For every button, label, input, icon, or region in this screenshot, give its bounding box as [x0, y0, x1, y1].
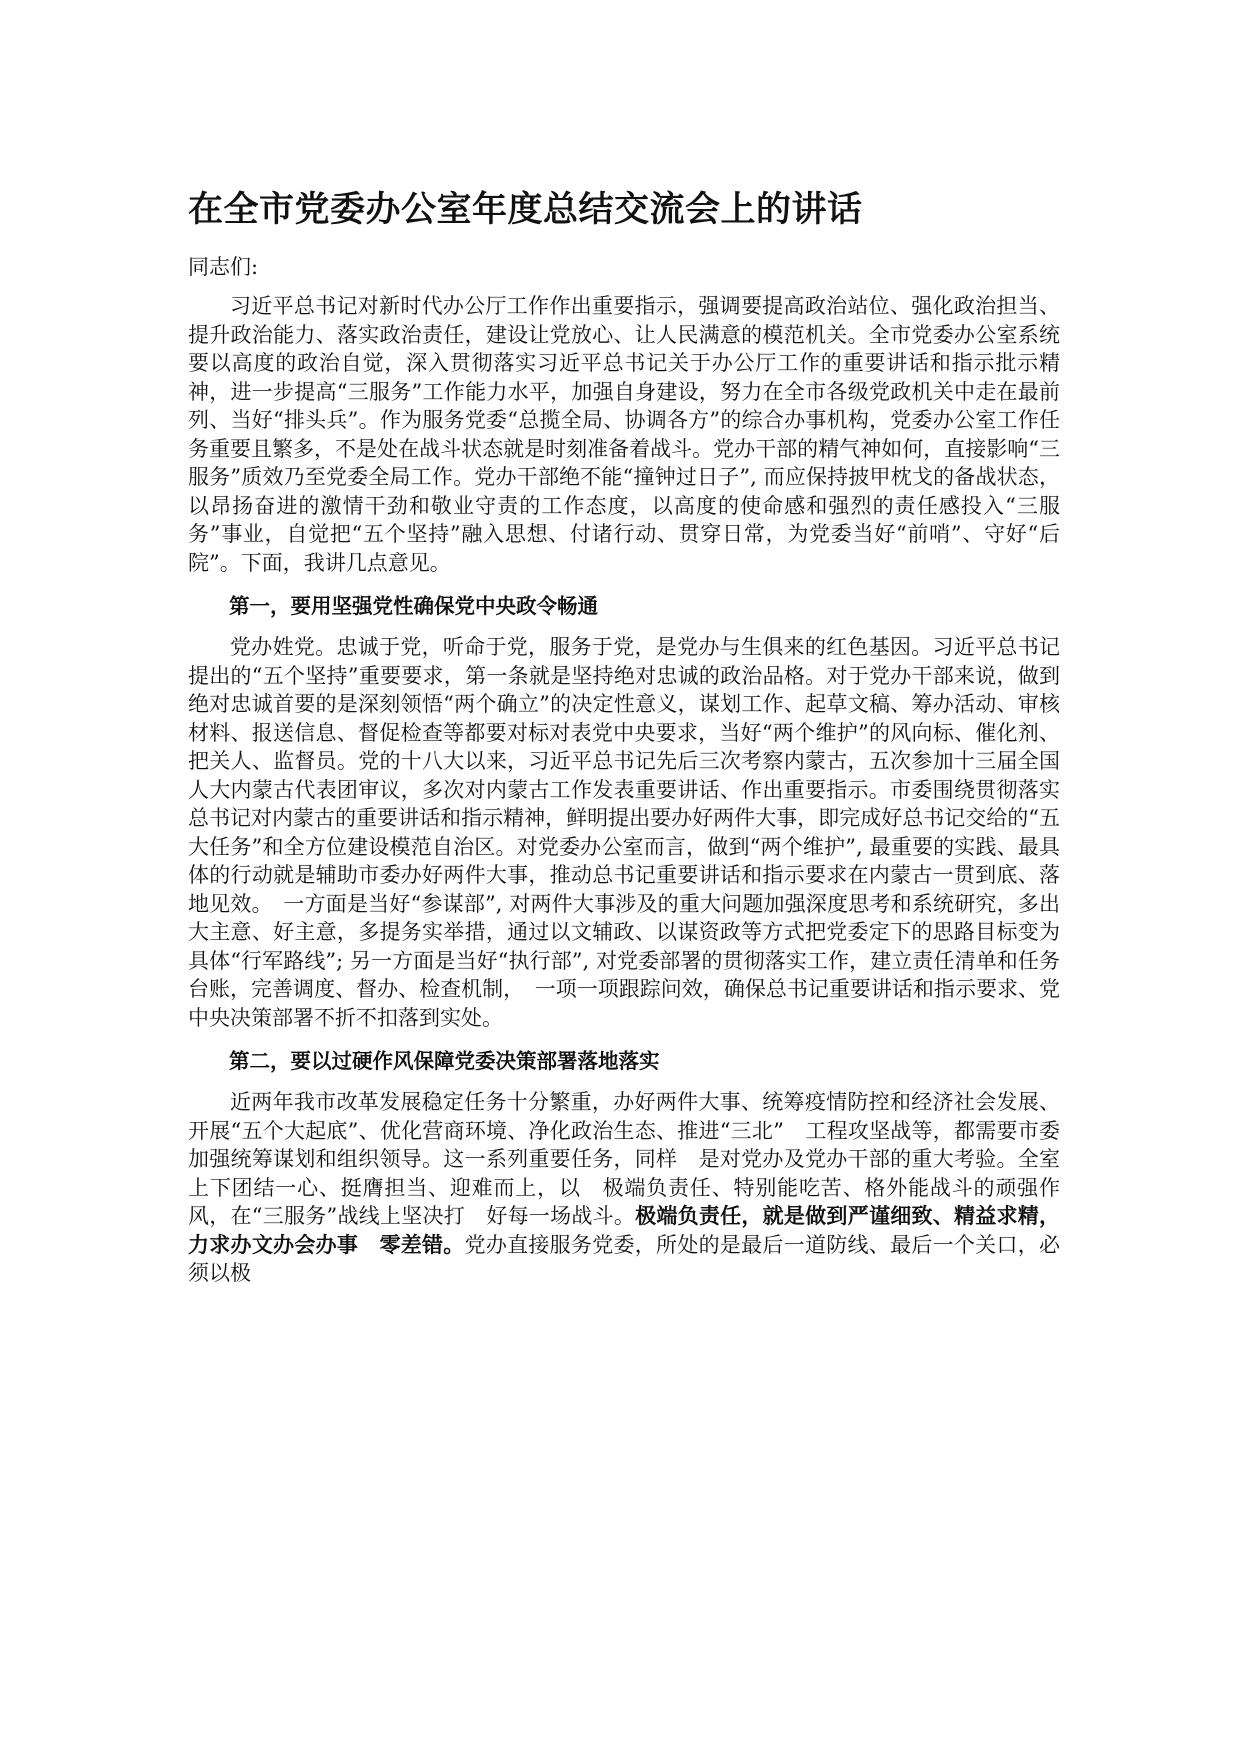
section-1-paragraph: 党办姓党。忠诚于党，听命于党，服务于党，是党办与生俱来的红色基因。习近平总书记提出的“五个坚持”重要要求，第一条就是坚持绝对忠诚的政治品格。对于党办干部来说，做到绝对忠诚首要的是深刻领悟“两个确立”的决定性意义，谋划工作、起草文稿、筹办活动、审核材料、报送信息、督促检查等都要对标对表党中央要求，当好“两个维护”的风向标、催化剂、把关人、监督员。党的十八大以来，习近平总书记先后三次考察内蒙古，五次参加十三届全国人大内蒙古代表团审议，多次对内蒙古工作发表重要讲话、作出重要指示。市委围绕贯彻落实总书记对内蒙古的重要讲话和指示精神，鲜明提出要办好两件大事，即完成好总书记交给的“五大任务”和全方位建设模范自治区。对党委办公室而言，做到“两个维护”, 最重要的实践、最具体的行动就是辅助市委办好两件大事，推动总书记重要讲话和指示要求在内蒙古一贯到底、落地见效。 一方面是当好“参谋部”, 对两件大事涉及的重大问题加强深度思考和系统研究，多出大主意、好主意，多提务实举措，通过以文辅政、以谋资政等方式把党委定下的思路目标变为具体“行军路线”; 另一方面是当好“执行部”, 对党委部署的贯彻落实工作，建立责任清单和任务台账，完善调度、督办、检查机制， 一项一项跟踪问效，确保总书记重要讲话和指示要求、党中央决策部署不折不扣落到实处。 [188, 635, 1060, 1030]
section-1-heading: 第一，要用坚强党性确保党中央政令畅通 [229, 594, 598, 618]
section-2-heading: 第二，要以过硬作风保障党委决策部署落地落实 [229, 1049, 660, 1073]
salutation: 同志们: [188, 255, 259, 279]
section-2-paragraph [188, 1088, 1060, 1288]
section-2-text-start: 近两年我市改革发展稳定任务十分繁重，办好两件大事、统筹疫情防控和经济社会发展、开展“五个大起底”、优化营商环境、净化政治生态、推进“三北” 工程攻坚战等，都需要市委加强统筹谋划和组织领导。这一系列重要任务，同样 是对党办及党办干部的重大考验。全室上下团结一心、挺膺担当、迎难而上，以 极端负责任、特别能吃苦、格外能战斗的顽强作风，在“三服务”战线上坚决打 好每一场战斗。 [188, 1090, 1060, 1228]
document-page [188, 186, 1060, 1288]
intro-paragraph: 习近平总书记对新时代办公厅工作作出重要指示，强调要提高政治站位、强化政治担当、提升政治能力、落实政治责任，建设让党放心、让人民满意的模范机关。全市党委办公室系统要以高度的政治自觉，深入贯彻落实习近平总书记关于办公厅工作的重要讲话和指示批示精神，进一步提高“三服务”工作能力水平，加强自身建设，努力在全市各级党政机关中走在最前列、当好“排头兵”。作为服务党委“总揽全局、协调各方”的综合办事机构，党委办公室工作任务重要且繁多，不是处在战斗状态就是时刻准备着战斗。党办干部的精气神如何，直接影响“三服务”质效乃至党委全局工作。党办干部绝不能“撞钟过日子”, 而应保持披甲枕戈的备战状态，以昂扬奋进的激情干劲和敬业守责的工作态度，以高度的使命感和强烈的责任感投入“三服务”事业，自觉把“五个坚持”融入思想、付诸行动、贯穿日常，为党委当好“前哨”、守好“后院”。下面，我讲几点意见。 [188, 294, 1060, 575]
document-title: 在全市党委办公室年度总结交流会上的讲话 [188, 190, 863, 230]
section-2-bold-text: 极端负责任，就是做到严谨细致、精益求精，力求办文办会办事 零差错。 [188, 1203, 1060, 1257]
section-2-text-end: 党办直接服务党委，所处的是最后一道防线、最后一个关口，必须以极 [188, 1232, 1061, 1285]
